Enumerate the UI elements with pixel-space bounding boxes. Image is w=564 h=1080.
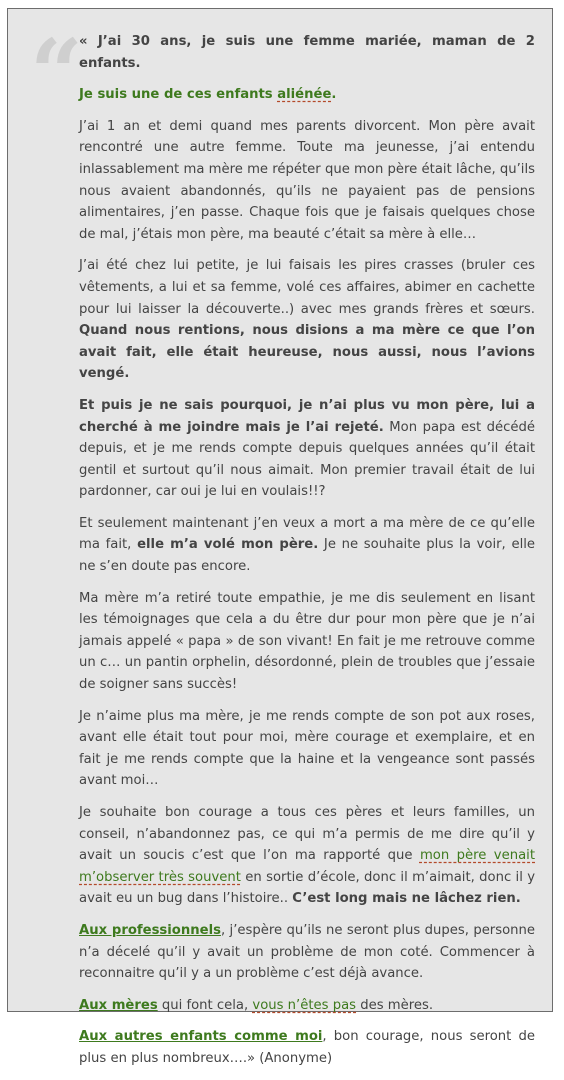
- paragraph-alienee: Je suis une de ces enfants aliénée.: [79, 87, 337, 103]
- paragraph-childhood: J’ai 1 an et demi quand mes parents divorcent. Mon père avait rencontré une autre femme. Toute ma jeunesse, j’ai entendu inlassablement ma mère me répéter que mon père était lâche, qu’ils nous avaient abandonnés, qu’ils ne payaient pas de pensions alimentaires, j’en passe. Chaque fois que je faisais quelques chose de mal, j’étais mon père, ma beauté c’était sa mère à elle…: [79, 118, 535, 242]
- link-mothers[interactable]: Aux mères: [79, 997, 158, 1013]
- paragraph-empathy: Ma mère m’a retiré toute empathie, je me dis seulement en lisant les témoignages que cela a du être dur pour mon père que je n’ai jamais appelé « papa » de son vivant! En fait je me retrouve comme un c… un pantin orphelin, désordonné, plein de troubles que j’essaie de soigner sans succès!: [79, 590, 535, 693]
- link-professionals[interactable]: Aux professionnels: [79, 922, 221, 938]
- paragraph-children: Aux autres enfants comme moi, bon courage, nous seront de plus en plus nombreux….» (Anonyme): [79, 1029, 535, 1066]
- paragraph-mother: Et seulement maintenant j’en veux a mort a ma mère de ce qu’elle ma fait, elle m’a volé mon père. Je ne souhaite plus la voir, elle ne s’en doute pas encore.: [79, 515, 536, 575]
- link-other-children[interactable]: Aux autres enfants comme moi: [79, 1029, 323, 1045]
- paragraph-realization: Je n’aime plus ma mère, je me rends compte de son pot aux roses, avant elle était tout pour moi, mère courage et exemplaire, et en fait je me rends compte que la haine et la vengeance sont passés avant moi…: [79, 708, 535, 789]
- paragraph-intro: « J’ai 30 ans, je suis une femme mariée, maman de 2 enfants.: [79, 34, 535, 71]
- paragraph-professionals: Aux professionnels, j’espère qu’ils ne seront plus dupes, personne n’a décelé qu’il y avait un problème de mon coté. Commencer à reconnaitre qu’il y a un problème c’est déjà avance.: [79, 922, 535, 982]
- highlight-father-watching: mon père venait m’observer très souvent: [79, 848, 535, 885]
- paragraph-advice: Je souhaite bon courage a tous ces pères et leurs familles, un conseil, n’abandonnez pas, ce qui m’a permis de me dire qu’il y avait un soucis c’est que l’on ma rapporté que mon père venait m’observer très souvent en sortie d’école, donc il m’aimait, donc il y avait eu un bug dans l’histoire.. C’est long mais ne lâchez rien.: [79, 805, 536, 907]
- testimonial-text: [79, 31, 535, 1080]
- highlight-alienee: aliénée: [277, 87, 332, 103]
- highlight-not-mothers: vous n’êtes pas: [252, 997, 357, 1013]
- paragraph-revenge: J’ai été chez lui petite, je lui faisais les pires crasses (bruler ces vêtements, a lui et sa femme, volé ces affaires, abimer en cachette pour lui laisser la découverte..) avec mes grands frères et sœurs. Quand nous rentions, nous disions a ma mère ce que l’on avait fait, elle était heureuse, nous aussi, nous l’avions vengé.: [79, 258, 535, 382]
- testimonial-card: [7, 8, 553, 1066]
- quotation-mark-icon: “: [30, 19, 83, 127]
- paragraph-father: Et puis je ne sais pourquoi, je n’ai plus vu mon père, lui a cherché à me joindre mais je l’ai rejeté. Mon papa est décédé depuis, et je me rends compte depuis quelques années qu’il était gentil et surtout qu’il nous aimait. Mon premier travail était de lui pardonner, car oui je lui en voulais!!?: [79, 397, 535, 500]
- paragraph-mothers: Aux mères qui font cela, vous n’êtes pas des mères.: [79, 997, 434, 1013]
